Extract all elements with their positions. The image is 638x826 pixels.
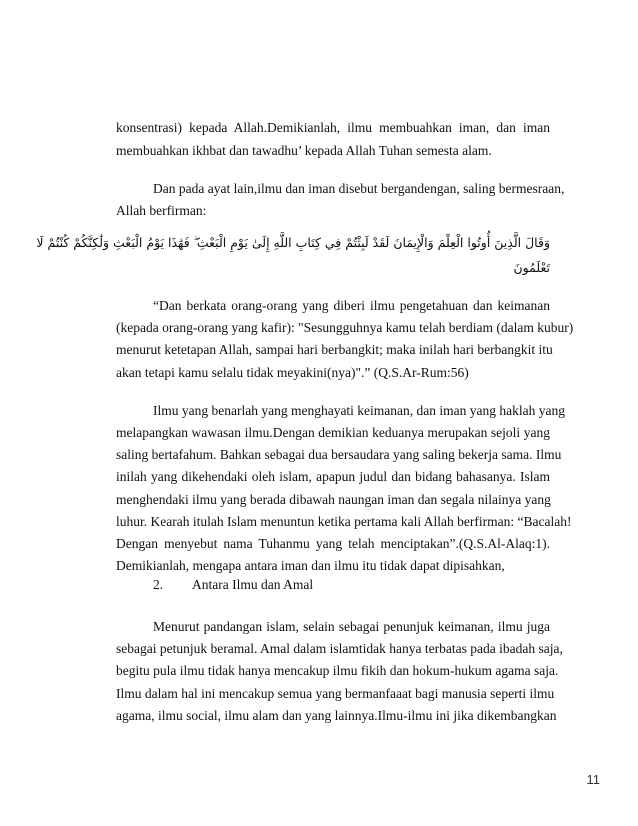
- paragraph-line: Menurut pandangan islam, selain sebagai penunjuk keimanan, ilmu juga: [153, 619, 550, 634]
- paragraph-line: begitu pula ilmu tidak hanya mencakup ilmu fikih dan hokum-hukum agama saja.: [116, 663, 559, 678]
- arabic-verse-line: وَقَالَ الَّذِينَ أُوتُوا الْعِلْمَ وَالْإِيمَانَ لَقَدْ لَبِثْتُمْ فِي كِتَابِ اللَّهِ إِلَىٰ يَوْمِ الْبَعْثِ ۖ فَهَٰذَا يَوْمُ الْبَعْثِ وَلَٰكِنَّكُمْ كُنْتُمْ لَا: [36, 235, 550, 250]
- paragraph-line: Demikianlah, mengapa antara iman dan ilmu itu tidak dapat dipisahkan,: [116, 558, 505, 573]
- paragraph-line: Ilmu yang benarlah yang menghayati keimanan, dan iman yang haklah yang: [153, 403, 565, 418]
- paragraph-line: saling bertafahum. Bahkan sebagai dua bersaudara yang saling bekerja sama. Ilmu: [116, 447, 562, 462]
- paragraph-line: agama, ilmu social, ilmu alam dan yang lainnya.Ilmu-ilmu ini jika dikembangkan: [116, 708, 557, 723]
- paragraph-line: Dengan menyebut nama Tuhanmu yang telah menciptakan”.(Q.S.Al-Alaq:1).: [116, 536, 550, 551]
- paragraph-line: akan tetapi kamu selalu tidak meyakini(nya)".” (Q.S.Ar-Rum:56): [116, 365, 469, 380]
- paragraph-line: membuahkan ikhbat dan tawadhu’ kepada Allah Tuhan semesta alam.: [116, 143, 492, 158]
- paragraph-line: luhur. Kearah itulah Islam menuntun ketika pertama kali Allah berfirman: “Bacalah!: [116, 514, 572, 529]
- paragraph-line: menurut ketetapan Allah, sampai hari berbangkit; maka inilah hari berbangkit itu: [116, 342, 553, 357]
- paragraph-line: Allah berfirman:: [116, 203, 207, 218]
- paragraph-line: (kepada orang-orang yang kafir): "Sesungguhnya kamu telah berdiam (dalam kubur): [116, 320, 574, 335]
- paragraph-line: “Dan berkata orang-orang yang diberi ilmu pengetahuan dan keimanan: [153, 298, 550, 313]
- paragraph-line: inilah yang dikehendaki oleh islam, apapun judul dan bidang bahasanya. Islam: [116, 469, 550, 484]
- paragraph-line: menghendaki ilmu yang berada dibawah naungan iman dan segala nilainya yang: [116, 492, 551, 507]
- paragraph-line: sebagai petunjuk beramal. Amal dalam islamtidak hanya terbatas pada ibadah saja,: [116, 641, 563, 656]
- arabic-verse-line: تَعْلَمُونَ: [513, 260, 550, 275]
- paragraph-line: konsentrasi) kepada Allah.Demikianlah, ilmu membuahkan iman, dan iman: [116, 120, 550, 135]
- paragraph-line: melapangkan wawasan ilmu.Dengan demikian keduanya merupakan sejoli yang: [116, 425, 550, 440]
- section-title: Antara Ilmu dan Amal: [192, 577, 314, 592]
- paragraph-line: Ilmu dalam hal ini mencakup semua yang bermanfaaat bagi manusia seperti ilmu: [116, 686, 555, 701]
- page-number: 11: [586, 772, 600, 787]
- section-number: 2.: [153, 577, 164, 592]
- paragraph-line: Dan pada ayat lain,ilmu dan iman disebut bergandengan, saling bermesraan,: [153, 181, 565, 196]
